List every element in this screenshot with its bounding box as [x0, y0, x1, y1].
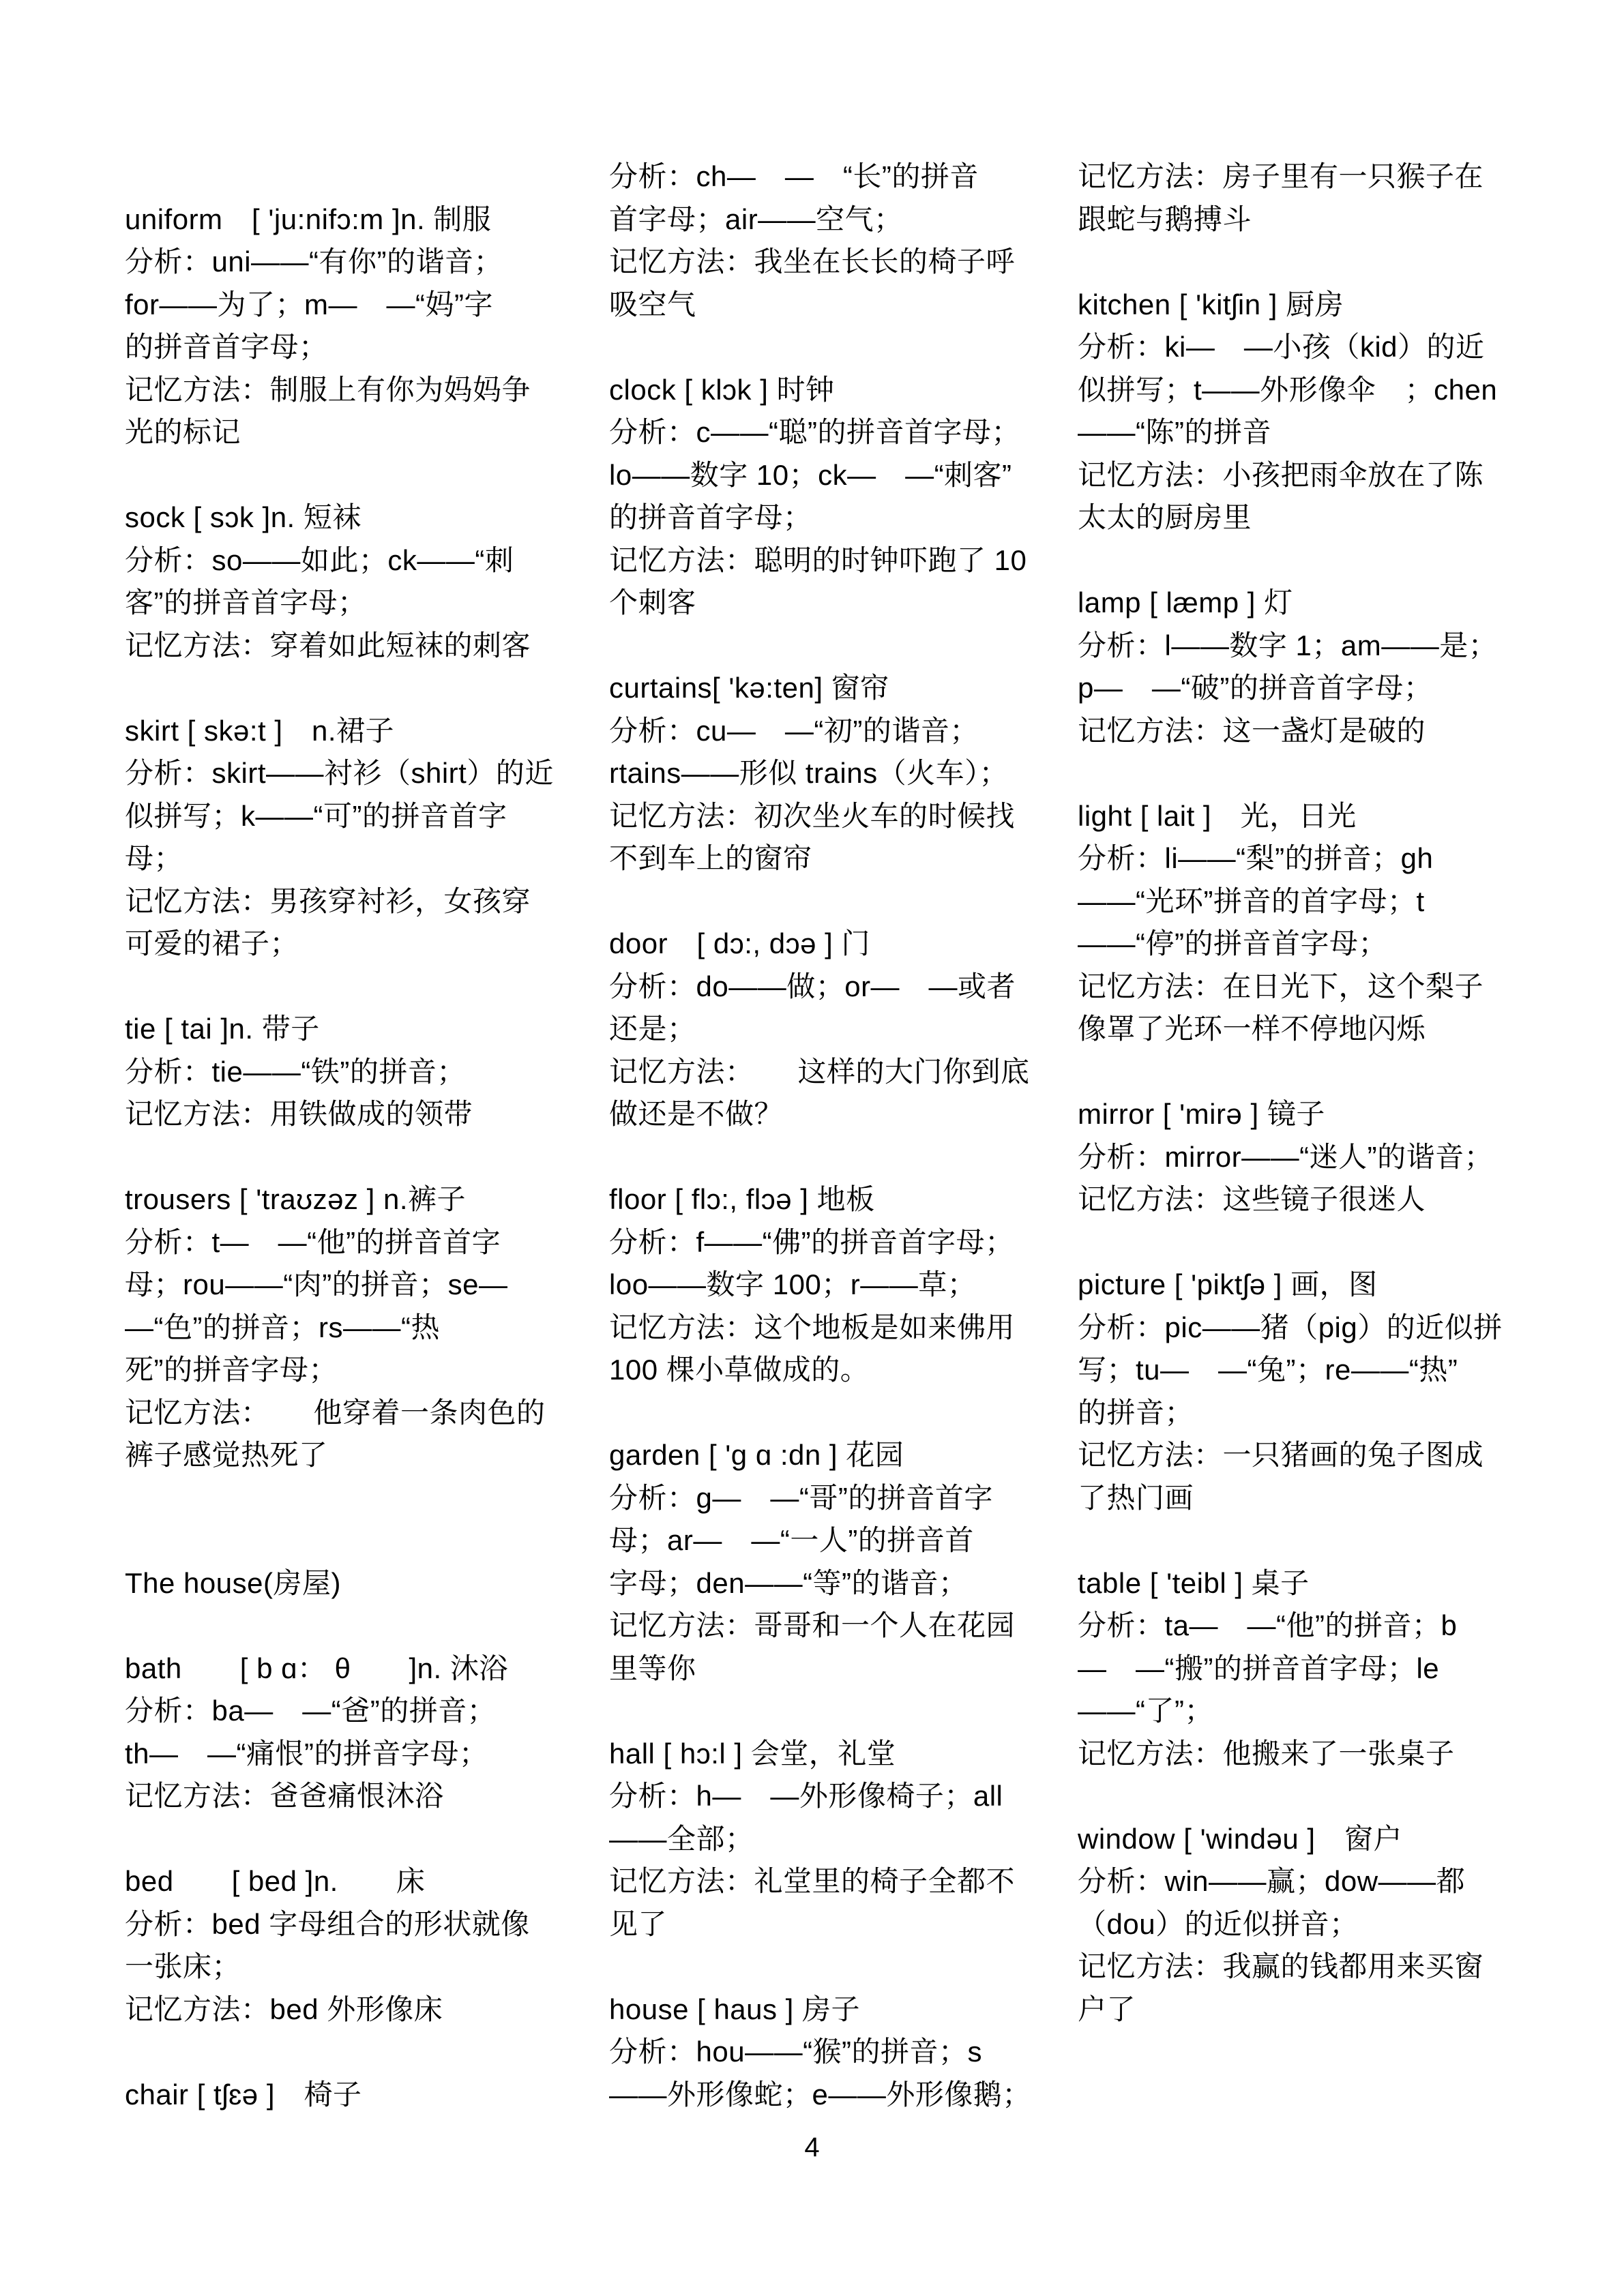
text-line: mirror [ 'mirə ] 镜子 — [1078, 1098, 1325, 1130]
text-line: p— —“破”的拼音首字母； — [1078, 672, 1433, 704]
text-line: 分析：ba— —“爸”的拼音； — [125, 1695, 497, 1727]
text-line: 做还是不做？ — [609, 1098, 784, 1130]
text-line: 记忆方法：这些镜子很迷人 — [1078, 1183, 1426, 1215]
text-line: window [ 'windəu ] 窗户 — [1078, 1822, 1403, 1855]
text-line: 记忆方法：这一盏灯是破的 — [1078, 714, 1426, 747]
text-line: 分析：bed 字母组合的形状就像 — [125, 1907, 530, 1940]
text-line — [125, 155, 595, 198]
text-line: sock [ sɔk ]n. 短袜 — [125, 501, 361, 533]
text-line: 记忆方法：礼堂里的椅子全都不 — [609, 1865, 1016, 1897]
text-line: 可爱的裙子； — [125, 927, 299, 959]
text-line: — —“搬”的拼音首字母；le — [1078, 1652, 1440, 1684]
text-line: ——“陈”的拼音 — [1078, 416, 1271, 448]
text-line: curtains[ 'kə:ten] 窗帘 — [609, 672, 889, 704]
text-line: 分析：f——“佛”的拼音首字母； — [609, 1225, 1014, 1258]
text-line — [125, 667, 595, 710]
text-line — [609, 1392, 1080, 1435]
text-line: 记忆方法：男孩穿衬衫，女孩穿 — [125, 884, 531, 917]
text-line: 记忆方法：bed 外形像床 — [125, 1993, 443, 2025]
text-line: trousers [ 'traʊzəz ] n.裤子 — [125, 1183, 467, 1215]
text-line: 记忆方法：用铁做成的领带 — [125, 1098, 473, 1130]
text-line: 分析：t— —“他”的拼音首字 — [125, 1225, 501, 1258]
text-line: 里等你 — [609, 1652, 696, 1684]
text-line — [1078, 1051, 1548, 1094]
text-line: 记忆方法： 这样的大门你到底 — [609, 1055, 1030, 1088]
text-line: 字母；den——“等”的谐音； — [609, 1566, 968, 1599]
text-line: ——“了”； — [1078, 1695, 1213, 1727]
text-line: loo——数字 100；r——草； — [609, 1268, 977, 1300]
text-line: 100 棵小草做成的。 — [609, 1354, 870, 1386]
text-line: 记忆方法：房子里有一只猴子在 — [1078, 160, 1484, 192]
text-line: 分析：tie——“铁”的拼音； — [125, 1055, 466, 1088]
text-line: for——为了；m— —“妈”字 — [125, 288, 493, 320]
text-line: kitchen [ 'kitʃin ] 厨房 — [1078, 288, 1344, 320]
text-line: 的拼音； — [1078, 1396, 1194, 1429]
text-line — [1078, 539, 1548, 582]
text-line — [125, 2031, 595, 2074]
text-line: skirt [ skə:t ] n.裙子 — [125, 714, 395, 747]
text-line — [1078, 1221, 1548, 1264]
text-line: 母；rou——“肉”的拼音；se— — [125, 1268, 508, 1300]
text-line: lamp [ læmp ] 灯 — [1078, 586, 1293, 618]
text-line: hall [ hɔ:l ] 会堂，礼堂 — [609, 1737, 896, 1770]
text-line: 记忆方法：爸爸痛恨沐浴 — [125, 1780, 444, 1812]
text-line: bath [ b ɑ： θ ]n. 沐浴 — [125, 1652, 508, 1684]
text-line: ——全部； — [609, 1822, 754, 1855]
text-line: light [ lait ] 光，日光 — [1078, 799, 1357, 832]
text-line: 分析：so——如此；ck——“刺 — [125, 543, 514, 576]
text-line: 写；tu— —“兔”；re——“热” — [1078, 1354, 1458, 1386]
text-line — [125, 454, 595, 497]
text-line: 裤子感觉热死了 — [125, 1439, 328, 1471]
text-line: house [ haus ] 房子 — [609, 1993, 861, 2025]
text-line: 分析：do——做；or— —或者 — [609, 970, 1016, 1002]
text-line — [1078, 241, 1548, 284]
text-line: 分析：h— —外形像椅子；all — [609, 1780, 1003, 1812]
text-line: ——“光环”拼音的首字母；t — [1078, 884, 1425, 917]
text-line — [609, 1690, 1080, 1733]
page-number: 4 — [804, 2132, 820, 2162]
text-line: 分析：g— —“哥”的拼音首字 — [609, 1481, 993, 1514]
text-column-left — [125, 155, 595, 2116]
text-line: 记忆方法：初次坐火车的时候找 — [609, 799, 1016, 832]
text-line: 户了 — [1078, 1993, 1136, 2025]
text-line: 还是； — [609, 1013, 696, 1045]
text-line: floor [ flɔ:, flɔə ] 地板 — [609, 1183, 875, 1215]
text-column-right — [1078, 155, 1548, 2031]
text-line: 了热门画 — [1078, 1481, 1194, 1514]
text-line — [1078, 752, 1548, 795]
text-line — [125, 1519, 595, 1562]
text-line: 分析：ch— — “长”的拼音 — [609, 160, 979, 192]
text-line: 似拼写；t——外形像伞 ；chen — [1078, 373, 1498, 406]
text-line: garden [ 'g ɑ :dn ] 花园 — [609, 1439, 904, 1471]
text-line: 记忆方法：哥哥和一个人在花园 — [609, 1609, 1016, 1641]
text-line: 分析：skirt——衬衫（shirt）的近 — [125, 757, 554, 789]
text-line: th— —“痛恨”的拼音字母； — [125, 1737, 488, 1770]
text-line: 分析：l——数字 1；am——是； — [1078, 629, 1498, 661]
text-line: ——“停”的拼音首字母； — [1078, 927, 1387, 959]
text-line — [125, 1818, 595, 1861]
text-line: （dou）的近似拼音； — [1078, 1907, 1359, 1940]
text-line — [1078, 1775, 1548, 1818]
text-line: 分析：c——“聪”的拼音首字母； — [609, 416, 1020, 448]
text-line: chair [ tʃɛə ] 椅子 — [125, 2078, 362, 2111]
text-line: 分析：ki— —小孩（kid）的近 — [1078, 331, 1485, 363]
text-line: —“色”的拼音；rs——“热 — [125, 1311, 440, 1343]
text-line: uniform [ 'ju:nifɔ:m ]n. 制服 — [125, 203, 492, 235]
text-line: table [ 'teibl ] 桌子 — [1078, 1566, 1310, 1599]
text-line: 不到车上的窗帘 — [609, 842, 812, 874]
text-line: 记忆方法：在日光下，这个梨子 — [1078, 970, 1484, 1002]
text-line: 死”的拼音字母； — [125, 1354, 338, 1386]
text-line: 吸空气 — [609, 288, 696, 320]
text-line: 个刺客 — [609, 586, 696, 618]
text-line: 记忆方法：我赢的钱都用来买窗 — [1078, 1950, 1484, 1982]
text-line: The house(房屋) — [125, 1566, 341, 1599]
text-column-middle — [609, 155, 1080, 2116]
text-line: 光的标记 — [125, 416, 241, 448]
text-line: 客”的拼音首字母； — [125, 586, 367, 618]
text-line — [609, 880, 1080, 923]
text-line: 记忆方法：这个地板是如来佛用 — [609, 1311, 1016, 1343]
text-line: 记忆方法：我坐在长长的椅子呼 — [609, 245, 1016, 278]
text-line — [125, 1477, 595, 1520]
text-line: clock [ klɔk ] 时钟 — [609, 373, 835, 406]
text-line: 分析：li——“梨”的拼音；gh — [1078, 842, 1434, 874]
text-line — [125, 966, 595, 1009]
text-line: 分析：cu— —“初”的谐音； — [609, 714, 979, 747]
text-line: 记忆方法：聪明的时钟吓跑了 10 — [609, 543, 1027, 576]
text-line: lo——数字 10；ck— —“刺客” — [609, 458, 1012, 491]
text-line — [125, 1136, 595, 1179]
text-line: bed [ bed ]n. 床 — [125, 1865, 426, 1897]
text-line: 记忆方法：穿着如此短袜的刺客 — [125, 629, 531, 661]
text-line: 记忆方法：一只猪画的兔子图成 — [1078, 1439, 1484, 1471]
text-line: 似拼写；k——“可”的拼音首字 — [125, 799, 507, 832]
text-line: 母；ar— —“一人”的拼音首 — [609, 1524, 974, 1556]
text-line — [609, 1136, 1080, 1179]
text-line: 分析：ta— —“他”的拼音；b — [1078, 1609, 1458, 1641]
text-line: 记忆方法：小孩把雨伞放在了陈 — [1078, 458, 1484, 491]
text-line — [1078, 1519, 1548, 1562]
text-line: 分析：pic——猪（pig）的近似拼 — [1078, 1311, 1503, 1343]
text-line: 分析：hou——“猴”的拼音；s — [609, 2036, 983, 2068]
text-line: door [ dɔ:, dɔə ] 门 — [609, 927, 870, 959]
text-line: 分析：uni——“有你”的谐音； — [125, 245, 503, 278]
text-line — [125, 1605, 595, 1648]
text-line: 见了 — [609, 1907, 668, 1940]
text-line: 分析：win——赢；dow——都 — [1078, 1865, 1466, 1897]
text-line: 记忆方法：他搬来了一张桌子 — [1078, 1737, 1455, 1770]
text-line: ——外形像蛇；e——外形像鹅； — [609, 2078, 1031, 2111]
text-line: 太太的厨房里 — [1078, 501, 1252, 533]
text-line — [609, 326, 1080, 369]
text-line: 记忆方法：制服上有你为妈妈争 — [125, 373, 531, 406]
text-line: 跟蛇与鹅搏斗 — [1078, 203, 1252, 235]
text-line: 首字母；air——空气； — [609, 203, 903, 235]
text-line — [609, 625, 1080, 668]
text-line: 母； — [125, 842, 183, 874]
text-line: 像罩了光环一样不停地闪烁 — [1078, 1013, 1426, 1045]
text-line: rtains——形似 trains（火车）； — [609, 757, 1009, 789]
text-line — [609, 1945, 1080, 1988]
text-line: 的拼音首字母； — [609, 501, 812, 533]
text-line: 分析：mirror——“迷人”的谐音； — [1078, 1140, 1494, 1173]
text-line: 记忆方法： 他穿着一条肉色的 — [125, 1396, 546, 1429]
text-line: 一张床； — [125, 1950, 241, 1982]
text-line: 的拼音首字母； — [125, 331, 328, 363]
text-line: picture [ 'piktʃə ] 画，图 — [1078, 1268, 1378, 1300]
text-line: tie [ tai ]n. 带子 — [125, 1013, 320, 1045]
